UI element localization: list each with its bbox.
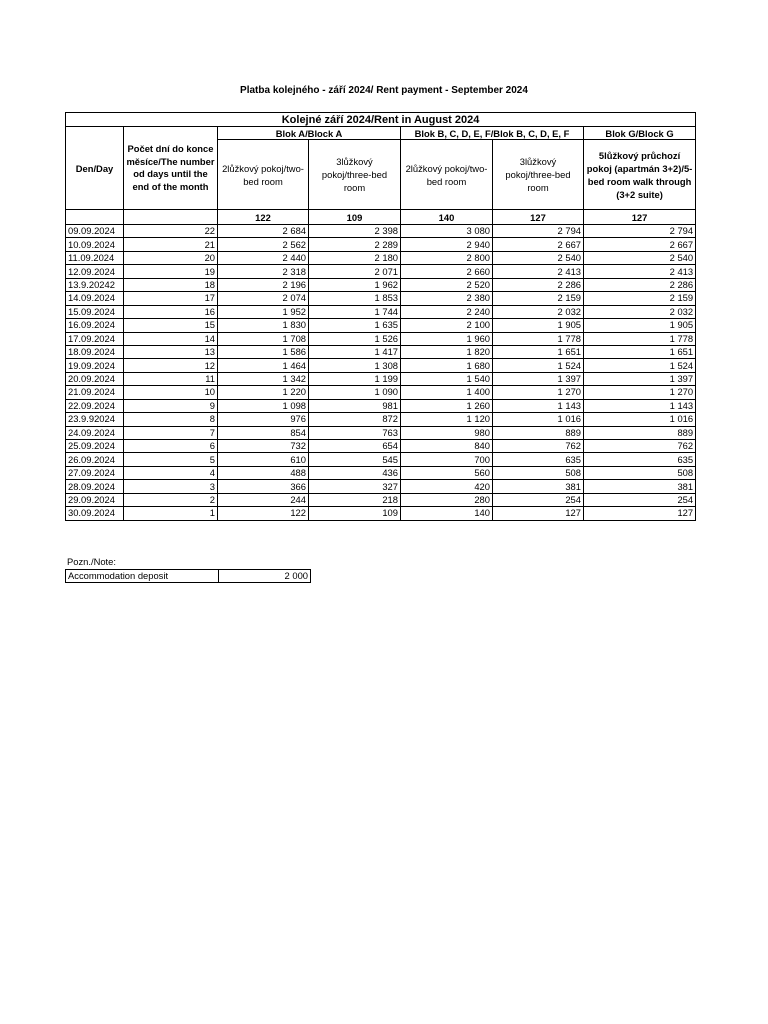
row-date: 28.09.2024 <box>66 480 124 493</box>
table-row <box>66 426 696 439</box>
row-value: 1 270 <box>493 386 584 399</box>
row-value: 1 744 <box>309 305 401 318</box>
row-date: 12.09.2024 <box>66 265 124 278</box>
row-value: 2 667 <box>584 238 696 251</box>
row-value: 1 464 <box>218 359 309 372</box>
row-value: 2 240 <box>401 305 493 318</box>
row-value: 1 952 <box>218 305 309 318</box>
row-value: 508 <box>493 466 584 479</box>
row-value: 732 <box>218 440 309 453</box>
table-row <box>66 278 696 291</box>
table-row <box>66 251 696 264</box>
row-days: 12 <box>124 359 218 372</box>
row-value: 2 380 <box>401 292 493 305</box>
row-value: 1 960 <box>401 332 493 345</box>
row-value: 1 651 <box>584 345 696 358</box>
rent-table <box>65 112 696 521</box>
row-value: 980 <box>401 426 493 439</box>
row-value: 1 308 <box>309 359 401 372</box>
room-type-header: 3lůžkový pokoj/three-bed room <box>493 140 584 210</box>
daily-rate: 127 <box>493 210 584 225</box>
table-row <box>66 493 696 506</box>
row-days: 13 <box>124 345 218 358</box>
table-row <box>66 265 696 278</box>
row-value: 1 260 <box>401 399 493 412</box>
row-value: 127 <box>493 507 584 520</box>
row-value: 1 526 <box>309 332 401 345</box>
row-value: 254 <box>584 493 696 506</box>
row-value: 2 800 <box>401 251 493 264</box>
empty-cell <box>124 210 218 225</box>
row-date: 20.09.2024 <box>66 372 124 385</box>
row-value: 2 196 <box>218 278 309 291</box>
row-value: 2 286 <box>584 278 696 291</box>
row-value: 1 120 <box>401 413 493 426</box>
row-value: 2 289 <box>309 238 401 251</box>
row-value: 3 080 <box>401 225 493 238</box>
row-value: 2 032 <box>584 305 696 318</box>
table-row <box>66 305 696 318</box>
row-days: 9 <box>124 399 218 412</box>
row-days: 21 <box>124 238 218 251</box>
block-a-header: Blok A/Block A <box>218 127 401 140</box>
row-date: 22.09.2024 <box>66 399 124 412</box>
row-date: 11.09.2024 <box>66 251 124 264</box>
row-value: 1 524 <box>493 359 584 372</box>
row-value: 122 <box>218 507 309 520</box>
row-date: 26.09.2024 <box>66 453 124 466</box>
row-value: 560 <box>401 466 493 479</box>
row-value: 2 520 <box>401 278 493 291</box>
room-type-header: 3lůžkový pokoj/three-bed room <box>309 140 401 210</box>
row-value: 327 <box>309 480 401 493</box>
daily-rate: 140 <box>401 210 493 225</box>
row-days: 3 <box>124 480 218 493</box>
row-value: 1 708 <box>218 332 309 345</box>
row-date: 25.09.2024 <box>66 440 124 453</box>
row-value: 508 <box>584 466 696 479</box>
deposit-value: 2 000 <box>219 570 311 583</box>
table-row <box>66 238 696 251</box>
row-days: 19 <box>124 265 218 278</box>
row-value: 1 830 <box>218 319 309 332</box>
table-row <box>66 413 696 426</box>
row-value: 2 180 <box>309 251 401 264</box>
document-title: Platba kolejného - září 2024/ Rent payment - September 2024 <box>240 85 528 96</box>
row-value: 2 794 <box>584 225 696 238</box>
row-value: 2 684 <box>218 225 309 238</box>
row-days: 16 <box>124 305 218 318</box>
row-value: 854 <box>218 426 309 439</box>
row-value: 889 <box>584 426 696 439</box>
row-value: 1 090 <box>309 386 401 399</box>
row-value: 1 143 <box>584 399 696 412</box>
row-days: 20 <box>124 251 218 264</box>
row-value: 2 159 <box>493 292 584 305</box>
table-row <box>66 359 696 372</box>
room-type-header: 2lůžkový pokoj/two-bed room <box>401 140 493 210</box>
row-value: 1 635 <box>309 319 401 332</box>
row-value: 1 651 <box>493 345 584 358</box>
row-value: 1 342 <box>218 372 309 385</box>
row-value: 1 905 <box>584 319 696 332</box>
row-days: 1 <box>124 507 218 520</box>
row-date: 16.09.2024 <box>66 319 124 332</box>
row-value: 2 413 <box>493 265 584 278</box>
room-type-header: 2lůžkový pokoj/two-bed room <box>218 140 309 210</box>
row-value: 981 <box>309 399 401 412</box>
table-row <box>66 507 696 520</box>
block-g-header: Blok G/Block G <box>584 127 696 140</box>
row-value: 2 286 <box>493 278 584 291</box>
table-row <box>66 480 696 493</box>
row-value: 1 853 <box>309 292 401 305</box>
table-row <box>66 399 696 412</box>
row-value: 1 586 <box>218 345 309 358</box>
row-value: 2 540 <box>493 251 584 264</box>
room-type-header: 5lůžkový průchozí pokoj (apartmán 3+2)/5-bed room walk through (3+2 suite) <box>584 140 696 210</box>
row-value: 1 417 <box>309 345 401 358</box>
row-value: 1 540 <box>401 372 493 385</box>
row-value: 763 <box>309 426 401 439</box>
row-days: 4 <box>124 466 218 479</box>
row-days: 7 <box>124 426 218 439</box>
table-row <box>66 292 696 305</box>
daily-rate: 127 <box>584 210 696 225</box>
row-value: 2 562 <box>218 238 309 251</box>
row-value: 889 <box>493 426 584 439</box>
row-date: 19.09.2024 <box>66 359 124 372</box>
row-value: 2 318 <box>218 265 309 278</box>
row-value: 654 <box>309 440 401 453</box>
row-days: 15 <box>124 319 218 332</box>
row-days: 5 <box>124 453 218 466</box>
row-date: 29.09.2024 <box>66 493 124 506</box>
note-row <box>66 570 311 583</box>
row-value: 2 540 <box>584 251 696 264</box>
row-value: 762 <box>584 440 696 453</box>
row-date: 15.09.2024 <box>66 305 124 318</box>
row-date: 23.9.92024 <box>66 413 124 426</box>
row-days: 22 <box>124 225 218 238</box>
row-days: 8 <box>124 413 218 426</box>
table-row <box>66 453 696 466</box>
row-days: 18 <box>124 278 218 291</box>
row-value: 1 397 <box>493 372 584 385</box>
row-value: 1 199 <box>309 372 401 385</box>
row-value: 140 <box>401 507 493 520</box>
row-value: 1 016 <box>584 413 696 426</box>
row-date: 18.09.2024 <box>66 345 124 358</box>
row-value: 420 <box>401 480 493 493</box>
days-column-header: Počet dní do konce měsíce/The number od days until the end of the month <box>124 127 218 210</box>
row-value: 2 074 <box>218 292 309 305</box>
row-days: 17 <box>124 292 218 305</box>
row-value: 2 794 <box>493 225 584 238</box>
row-date: 09.09.2024 <box>66 225 124 238</box>
row-value: 1 220 <box>218 386 309 399</box>
row-value: 2 413 <box>584 265 696 278</box>
row-date: 27.09.2024 <box>66 466 124 479</box>
row-value: 1 270 <box>584 386 696 399</box>
table-row <box>66 386 696 399</box>
empty-cell <box>66 210 124 225</box>
row-value: 635 <box>493 453 584 466</box>
row-date: 17.09.2024 <box>66 332 124 345</box>
row-value: 840 <box>401 440 493 453</box>
row-date: 21.09.2024 <box>66 386 124 399</box>
row-value: 1 962 <box>309 278 401 291</box>
row-value: 700 <box>401 453 493 466</box>
row-value: 381 <box>493 480 584 493</box>
row-value: 2 667 <box>493 238 584 251</box>
row-value: 1 820 <box>401 345 493 358</box>
row-value: 976 <box>218 413 309 426</box>
row-date: 14.09.2024 <box>66 292 124 305</box>
row-value: 1 098 <box>218 399 309 412</box>
note-label: Pozn./Note: <box>67 556 116 567</box>
row-days: 10 <box>124 386 218 399</box>
row-value: 244 <box>218 493 309 506</box>
note-table <box>65 569 311 583</box>
row-days: 11 <box>124 372 218 385</box>
row-value: 488 <box>218 466 309 479</box>
row-date: 10.09.2024 <box>66 238 124 251</box>
row-value: 545 <box>309 453 401 466</box>
daily-rate: 109 <box>309 210 401 225</box>
row-days: 14 <box>124 332 218 345</box>
row-value: 2 159 <box>584 292 696 305</box>
row-value: 2 071 <box>309 265 401 278</box>
row-value: 2 398 <box>309 225 401 238</box>
row-value: 872 <box>309 413 401 426</box>
row-value: 109 <box>309 507 401 520</box>
row-date: 24.09.2024 <box>66 426 124 439</box>
table-row <box>66 225 696 238</box>
table-row <box>66 319 696 332</box>
row-days: 2 <box>124 493 218 506</box>
row-value: 436 <box>309 466 401 479</box>
row-value: 1 400 <box>401 386 493 399</box>
row-value: 1 016 <box>493 413 584 426</box>
row-value: 1 905 <box>493 319 584 332</box>
daily-rate: 122 <box>218 210 309 225</box>
deposit-label: Accommodation deposit <box>66 570 219 583</box>
row-value: 218 <box>309 493 401 506</box>
row-value: 610 <box>218 453 309 466</box>
row-value: 1 524 <box>584 359 696 372</box>
day-column-header: Den/Day <box>66 127 124 210</box>
row-date: 13.9.20242 <box>66 278 124 291</box>
row-value: 2 660 <box>401 265 493 278</box>
row-value: 1 778 <box>493 332 584 345</box>
block-bf-header: Blok B, C, D, E, F/Blok B, C, D, E, F <box>401 127 584 140</box>
row-value: 2 940 <box>401 238 493 251</box>
row-value: 1 680 <box>401 359 493 372</box>
row-value: 1 778 <box>584 332 696 345</box>
row-value: 2 100 <box>401 319 493 332</box>
row-value: 762 <box>493 440 584 453</box>
row-value: 635 <box>584 453 696 466</box>
row-value: 2 032 <box>493 305 584 318</box>
row-value: 1 397 <box>584 372 696 385</box>
table-row <box>66 332 696 345</box>
row-value: 280 <box>401 493 493 506</box>
row-value: 2 440 <box>218 251 309 264</box>
table-row <box>66 466 696 479</box>
row-value: 381 <box>584 480 696 493</box>
table-row <box>66 440 696 453</box>
row-days: 6 <box>124 440 218 453</box>
table-main-header: Kolejné září 2024/Rent in August 2024 <box>66 113 696 127</box>
row-value: 366 <box>218 480 309 493</box>
row-date: 30.09.2024 <box>66 507 124 520</box>
table-row <box>66 372 696 385</box>
table-row <box>66 345 696 358</box>
row-value: 127 <box>584 507 696 520</box>
row-value: 1 143 <box>493 399 584 412</box>
table-body <box>66 225 696 521</box>
row-value: 254 <box>493 493 584 506</box>
